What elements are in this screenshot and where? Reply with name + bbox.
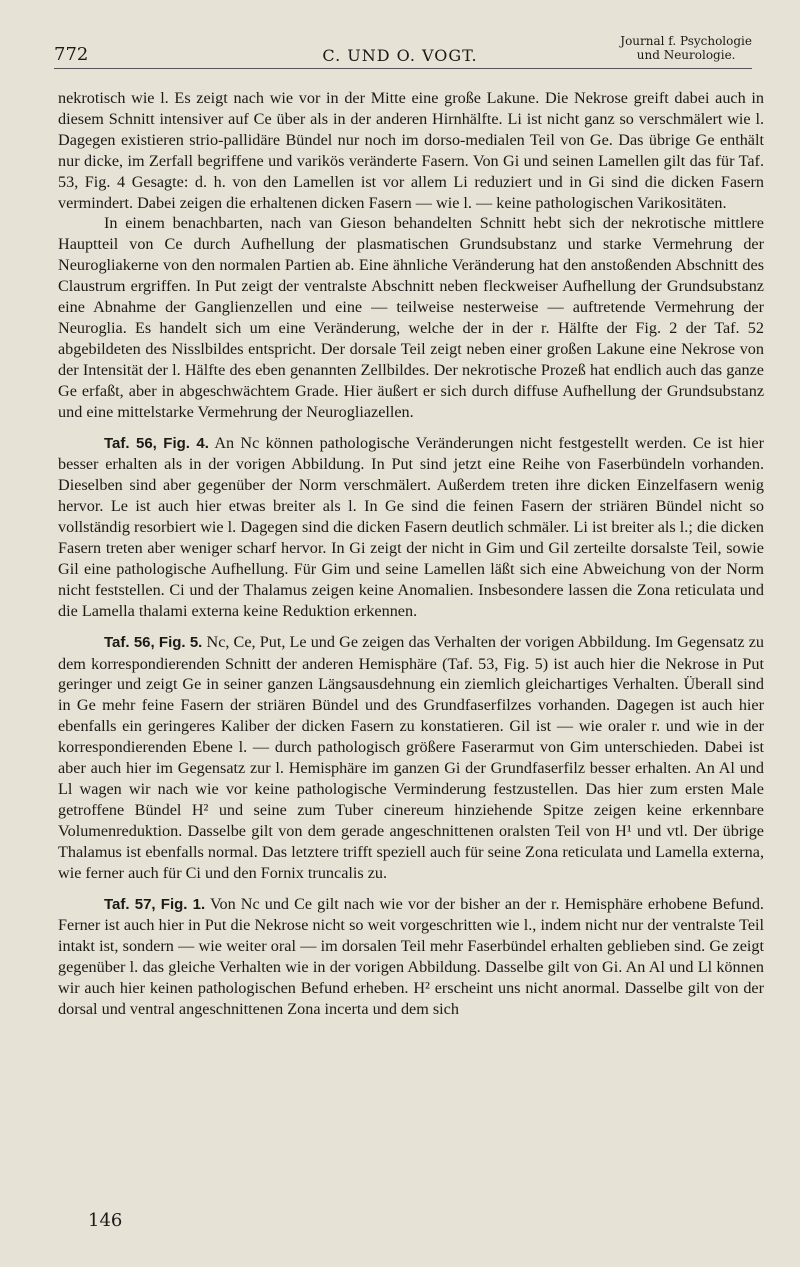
page-number: 772: [54, 44, 89, 65]
page-header: [0, 30, 800, 80]
journal-title-line-2: und Neurologie.: [636, 48, 736, 62]
plate-entry: [58, 632, 764, 884]
plate-reference: Taf. 57, Fig. 1.: [104, 895, 206, 913]
paragraph: [58, 213, 764, 422]
header-rule: [54, 68, 752, 69]
paragraph-text: Nc, Ce, Put, Le und Ge zeigen das Verhalten der vorigen Abbildung. Im Gegensatz zu dem korrespondierenden Schnitt der anderen Hemisphäre (Taf. 53, Fig. 5) ist auch hier die Nekrose in Put geringer und zeigt Ge in seiner ganzen Längsausdehnung ein ziemlich gleichartiges Verhalten. Überall sind in Ge mehr feine Fasern der striären Bündel und des Grundfaserfilzes vorhanden. Dagegen ist auch hier ebenfalls ein geringeres Kaliber der dicken Fasern zu konstatieren. Gil ist — wie oraler r. und wie in der korrespondierenden Ebene l. — durch pathologisch größere Faserarmut von Gim unterschieden. Dabei ist aber auch hier im Gegensatz zur l. Hemisphäre im ganzen Gi der Grundfaserfilz besser erhalten. An Al und Ll wagen wir nach wie vor keine pathologische Verminderung festzustellen. Das hier zum ersten Male getroffene Bündel H² und seine zum Tuber cinereum hinziehende Spitze zeigen keine erkennbare Volumenreduktion. Dasselbe gilt von dem gerade angeschnittenen oralsten Teil von H¹ und vtl. Der übrige Thalamus ist ebenfalls normal. Das letztere trifft speziell auch für seine Zona reticulata und Lamella externa, wie ferner auch für Ci und den Fornix truncalis zu.: [58, 632, 764, 882]
body-text: [58, 88, 764, 1020]
plate-entry: [58, 894, 764, 1020]
journal-title: [620, 34, 752, 62]
paragraph-text: nekrotisch wie l. Es zeigt nach wie vor in der Mitte eine große Lakune. Die Nekrose greift dabei auch in diesem Schnitt intensiver auf Ce über als in der anderen Hirnhälfte. Li ist nicht ganz so verschmälert wie l. Dagegen existieren strio-pallidäre Bündel nur noch im dorso-medialen Teil von Ge. Das übrige Ge enthält nur dicke, im Zerfall begriffene und varikös veränderte Fasern. Von Gi und seinen Lamellen gilt das für Taf. 53, Fig. 4 Gesagte: d. h. von den Lamellen ist vor allem Li reduziert und in Gi sind die dicken Fasern vermindert. Dabei zeigen die erhaltenen dicken Fasern — wie l. — keine pathologischen Varikositäten.: [58, 89, 764, 212]
plate-reference: Taf. 56, Fig. 5.: [104, 633, 203, 651]
paragraph-text: In einem benachbarten, nach van Gieson behandelten Schnitt hebt sich der nekrotische mittlere Hauptteil von Ce durch Aufhellung der plasmatischen Grundsubstanz und starke Vermehrung der Neurogliakerne von den normalen Partien ab. Eine ähnliche Veränderung hat den anstoßenden Abschnitt des Claustrum ergriffen. In Put zeigt der ventralste Abschnitt neben fleckweiser Aufhellung der Grundsubstanz eine Abnahme der Ganglienzellen und eine — teilweise nesterweise — auftretende Vermehrung der Neuroglia. Es handelt sich um eine Veränderung, welche der in der r. Hälfte der Fig. 2 der Taf. 52 abgebildeten des Nisslbildes entspricht. Der dorsale Teil zeigt neben einer großen Lakune eine Nekrose von der Intensität der l. Hälfte des eben genannten Zellbildes. Der nekrotische Prozeß hat endlich auch das ganze Ge erfaßt, aber in abgeschwächtem Grade. Hier äußert er sich durch diffuse Aufhellung der Grundsubstanz und eine mittelstarke Vermehrung der Neurogliazellen.: [58, 214, 764, 421]
running-title: C. UND O. VOGT.: [322, 46, 478, 65]
plate-entry: [58, 433, 764, 622]
journal-title-line-1: Journal f. Psychologie: [620, 34, 752, 48]
signature-mark: 146: [88, 1210, 123, 1231]
plate-reference: Taf. 56, Fig. 4.: [104, 434, 209, 452]
paragraph-text: An Nc können pathologische Veränderungen nicht festgestellt werden. Ce ist hier besser erhalten als in der vorigen Abbildung. In Put sind jetzt eine Reihe von Faserbündeln vorhanden. Dieselben sind aber gegenüber der Norm verschmälert. Außerdem treten ihre dicken Einzelfasern wenig hervor. Le ist auch hier etwas breiter als l. In Ge sind die feinen Fasern der striären Bündel nicht so vollständig resorbiert wie l. Dagegen sind die dicken Fasern deutlich schmäler. Li ist breiter als l.; die dicken Fasern treten aber weniger scharf hervor. In Gi zeigt der nicht in Gim und Gil zerteilte dorsalste Teil, sowie Gil eine pathologische Aufhellung. Für Gim und seine Lamellen läßt sich eine Abweichung von der Norm nicht feststellen. Ci und der Thalamus zeigen keine Anomalien. Insbesondere lassen die Zona reticulata und die Lamella thalami externa keine Reduktion erkennen.: [58, 433, 764, 620]
paragraph: [58, 88, 764, 213]
paragraph-text: Von Nc und Ce gilt nach wie vor der bisher an der r. Hemisphäre erhobene Befund. Ferner ist auch hier in Put die Nekrose nicht so weit vorgeschritten wie l., indem nicht nur der ventralste Teil intakt ist, sondern — wie weiter oral — im dorsalen Teil mehr Faserbündel erhalten geblieben sind. Ge zeigt gegenüber l. das gleiche Verhalten wie in der vorigen Abbildung. Dasselbe gilt von Gi. An Al und Ll können wir auch hier keinen pathologischen Befund erheben. H² erscheint uns nicht anormal. Dasselbe gilt von der dorsal und ventral angeschnittenen Zona incerta und dem sich: [58, 894, 764, 1019]
